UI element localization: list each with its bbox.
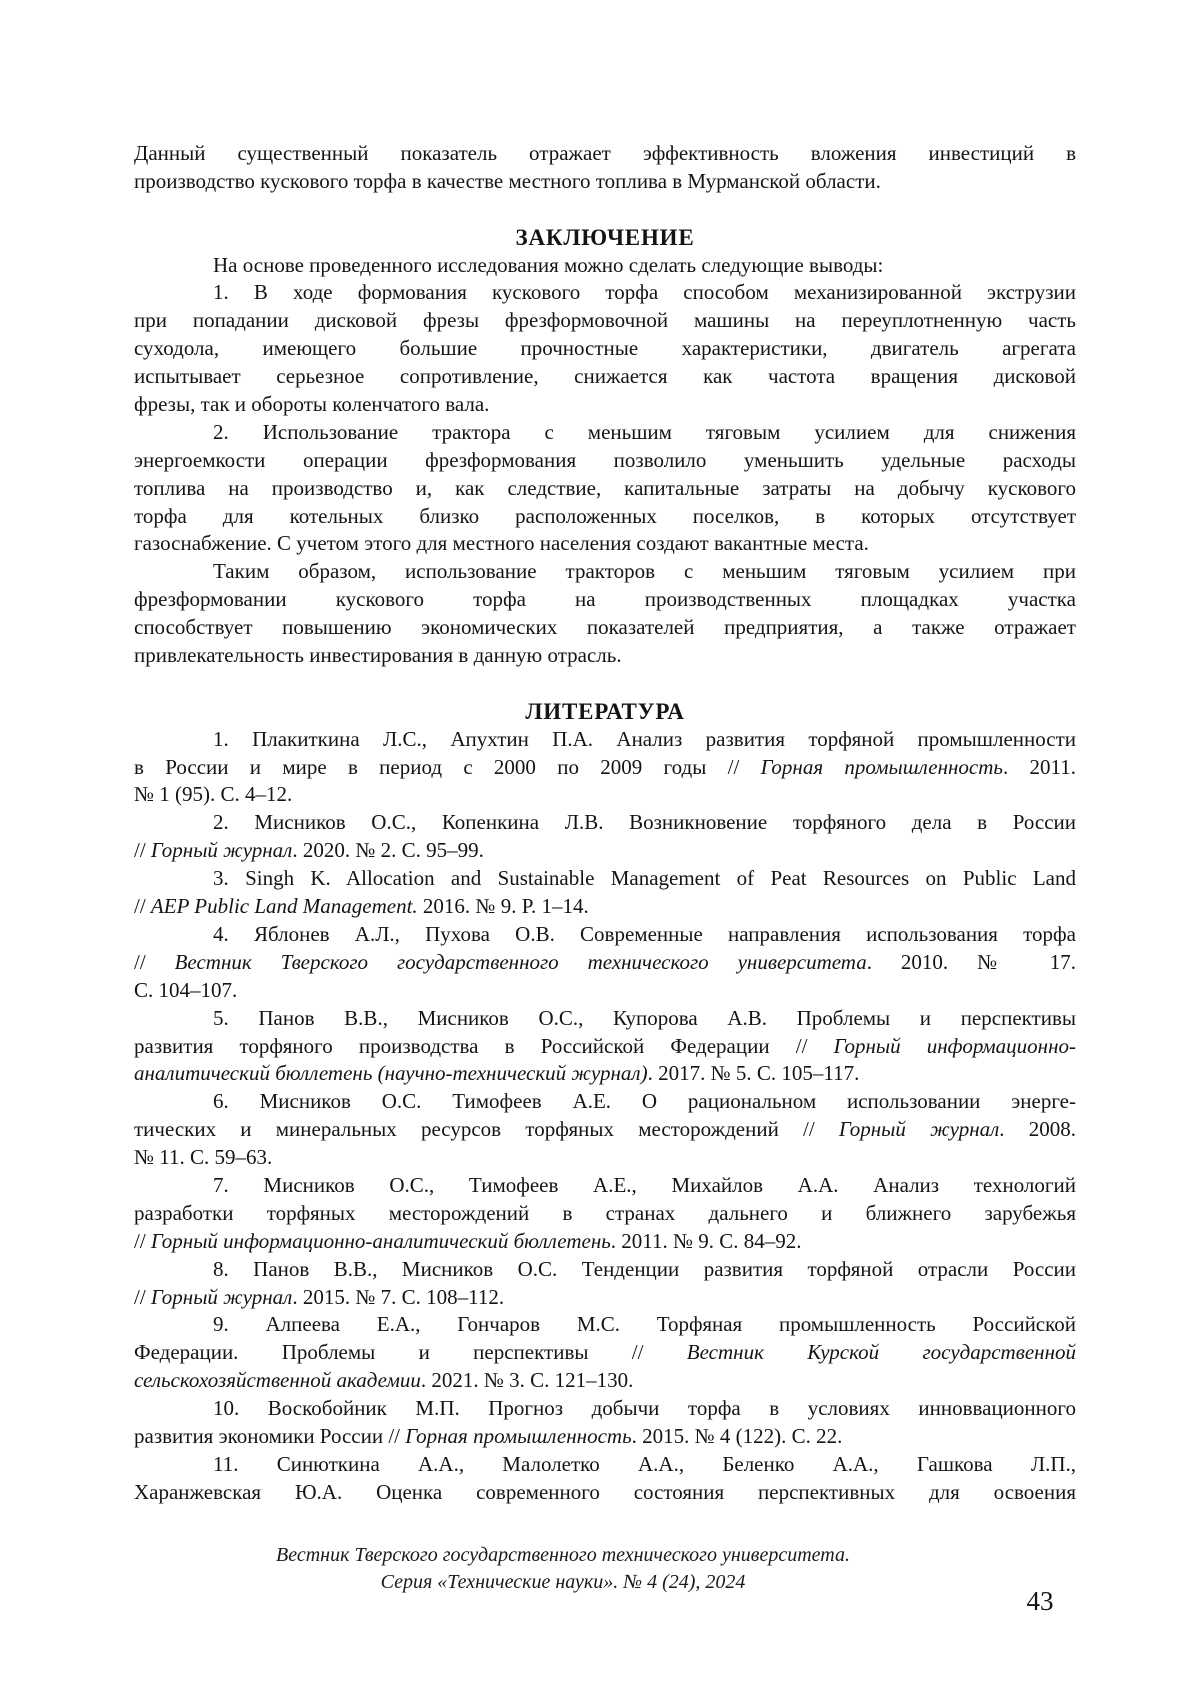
page-footer xyxy=(50,1542,1076,1596)
text-segment: Харанжевская Ю.А. Оценка современного состояния перспективных для освоения xyxy=(134,1479,1076,1504)
text-line xyxy=(134,837,1076,865)
text-segment: 11. Синюткина А.А., Малолетко А.А., Беленко А.А., Гашкова Л.П., xyxy=(213,1451,1076,1476)
text-segment: развития экономики России // xyxy=(134,1423,406,1448)
text-line xyxy=(134,1060,1076,1088)
text-segment: 1. Плакиткина Л.С., Апухтин П.А. Анализ развития торфяной промышленности xyxy=(213,726,1076,751)
italic-text-segment: Горный журнал xyxy=(150,838,293,863)
conclusion-lead-paragraph xyxy=(134,252,1076,280)
reference-3 xyxy=(134,865,1076,921)
text-segment: . 2011. xyxy=(1002,754,1076,779)
text-segment: фрезформовании кускового торфа на производственных площадках участка xyxy=(134,587,1076,612)
text-segment: 8. Панов В.В., Мисников О.С. Тенденции развития торфяной отрасли России xyxy=(213,1256,1076,1281)
text-line xyxy=(134,1339,1076,1367)
text-segment: // xyxy=(134,949,175,974)
text-line xyxy=(134,503,1076,531)
text-line xyxy=(134,921,1076,949)
reference-11 xyxy=(134,1451,1076,1507)
text-line xyxy=(134,642,1076,670)
text-line xyxy=(134,447,1076,475)
text-segment: № 1 (95). С. 4–12. xyxy=(134,782,293,807)
text-line xyxy=(134,726,1076,754)
text-line xyxy=(134,140,1076,168)
text-segment: . 2015. № 7. С. 108–112. xyxy=(292,1284,505,1309)
text-segment: // xyxy=(134,894,151,919)
text-segment: . 2021. № 3. С. 121–130. xyxy=(420,1368,634,1393)
text-line xyxy=(134,1451,1076,1479)
text-segment: 7. Мисников О.С., Тимофеев А.Е., Михайлов А.А. Анализ технологий xyxy=(213,1172,1076,1197)
italic-text-segment: Вестник Тверского государственного технического университета xyxy=(174,949,867,974)
text-line xyxy=(134,391,1076,419)
text-segment: . 2011. № 9. С. 84–92. xyxy=(610,1228,802,1253)
text-segment: . 2017. № 5. С. 105–117. xyxy=(647,1061,860,1086)
text-line xyxy=(134,363,1076,391)
text-segment: 6. Мисников О.С. Тимофеев А.Е. О рациональном использовании энерге- xyxy=(213,1089,1076,1114)
text-line xyxy=(134,781,1076,809)
text-segment: Данный существенный показатель отражает эффективность вложения инвестиций в xyxy=(134,141,1076,165)
text-line xyxy=(134,977,1076,1005)
text-line xyxy=(134,1172,1076,1200)
text-line xyxy=(134,949,1076,977)
conclusion-summary-paragraph xyxy=(134,558,1076,670)
text-segment: № 11. С. 59–63. xyxy=(134,1145,273,1170)
literature-heading: ЛИТЕРАТУРА xyxy=(525,698,685,724)
text-segment: // xyxy=(134,1284,151,1309)
italic-text-segment: аналитический бюллетень (научно-технический журнал) xyxy=(134,1061,648,1086)
text-line xyxy=(134,168,1076,196)
text-segment: 2. Использование трактора с меньшим тяговым усилием для снижения xyxy=(213,419,1076,444)
text-segment: развития торфяного производства в Российской Федерации // xyxy=(134,1033,834,1058)
text-line xyxy=(134,1395,1076,1423)
text-line xyxy=(134,809,1076,837)
text-segment: 3. Singh K. Allocation and Sustainable Management of Peat Resources on Public Land xyxy=(213,866,1076,891)
text-segment: . 2010. № 17. xyxy=(866,949,1076,974)
text-segment: энергоемкости операции фрезформования позволило уменьшить удельные расходы xyxy=(134,447,1076,472)
footer-series-issue: Серия «Технические науки». № 4 (24), 2024 xyxy=(380,1571,746,1593)
text-flow xyxy=(134,140,1076,1507)
text-segment: 2. Мисников О.С., Копенкина Л.В. Возникновение торфяного дела в России xyxy=(213,810,1076,835)
reference-4 xyxy=(134,921,1076,1005)
footer-journal-title: Вестник Тверского государственного технического университета. xyxy=(276,1544,850,1566)
text-segment: // xyxy=(134,1228,151,1253)
text-line xyxy=(134,865,1076,893)
text-line xyxy=(134,1033,1076,1061)
text-segment: разработки торфяных месторождений в странах дальнего и ближнего зарубежья xyxy=(134,1200,1076,1225)
italic-text-segment: Горная промышленность xyxy=(405,1423,632,1448)
text-segment: способствует повышению экономических показателей предприятия, а также отражает xyxy=(134,615,1076,640)
text-segment: 1. В ходе формования кускового торфа способом механизированной экструзии xyxy=(213,280,1076,305)
conclusion-item-1 xyxy=(134,279,1076,418)
reference-9 xyxy=(134,1311,1076,1395)
italic-text-segment: AEP Public Land Management. xyxy=(150,894,418,919)
text-line xyxy=(134,307,1076,335)
text-segment: 2016. № 9. P. 1–14. xyxy=(417,894,589,919)
text-segment: газоснабжение. С учетом этого для местного населения создают вакантные места. xyxy=(134,531,869,556)
text-segment: фрезы, так и обороты коленчатого вала. xyxy=(134,392,490,417)
intro-paragraph xyxy=(134,140,1076,196)
page-number: 43 xyxy=(1026,1586,1054,1616)
text-segment: 4. Яблонев А.Л., Пухова О.В. Современные направления использования торфа xyxy=(213,921,1076,946)
italic-text-segment: Вестник Курской государственной xyxy=(686,1340,1076,1365)
conclusion-heading: ЗАКЛЮЧЕНИЕ xyxy=(515,224,695,250)
text-segment: при попадании дисковой фрезы фрезформовочной машины на переуплотненную часть xyxy=(134,308,1076,333)
text-line xyxy=(134,1088,1076,1116)
reference-5 xyxy=(134,1005,1076,1089)
italic-text-segment: Горная промышленность xyxy=(760,754,1003,779)
text-segment: испытывает серьезное сопротивление, снижается как частота вращения дисковой xyxy=(134,364,1076,389)
text-segment: торфа для котельных близко расположенных поселков, в которых отсутствует xyxy=(134,503,1076,528)
text-line xyxy=(134,614,1076,642)
reference-8 xyxy=(134,1256,1076,1312)
text-segment: производство кускового торфа в качестве местного топлива в Мурманской области. xyxy=(134,168,881,193)
text-line xyxy=(134,558,1076,586)
text-segment: привлекательность инвестирования в данную отрасль. xyxy=(134,643,622,668)
reference-6 xyxy=(134,1088,1076,1172)
text-segment: топлива на производство и, как следствие, капитальные затраты на добычу кускового xyxy=(134,475,1076,500)
text-line xyxy=(134,893,1076,921)
text-line xyxy=(134,1367,1076,1395)
text-line xyxy=(134,754,1076,782)
reference-10 xyxy=(134,1395,1076,1451)
text-segment: в России и мире в период с 2000 по 2009 годы // xyxy=(134,754,761,779)
text-segment: . 2020. № 2. С. 95–99. xyxy=(292,838,484,863)
italic-text-segment: сельскохозяйственной академии xyxy=(134,1368,421,1393)
text-segment: 10. Воскобойник М.П. Прогноз добычи торфа в условиях инноввационного xyxy=(213,1396,1076,1421)
text-line xyxy=(134,1284,1076,1312)
text-segment: Федерации. Проблемы и перспективы // xyxy=(134,1340,687,1365)
italic-text-segment: Горный журнал xyxy=(150,1284,293,1309)
text-segment: 5. Панов В.В., Мисников О.С., Купорова А.В. Проблемы и перспективы xyxy=(213,1005,1076,1030)
text-line xyxy=(134,475,1076,503)
text-line xyxy=(134,586,1076,614)
text-line xyxy=(134,1311,1076,1339)
text-line xyxy=(134,335,1076,363)
text-segment: С. 104–107. xyxy=(134,977,238,1002)
text-segment: На основе проведенного исследования можно сделать следующие выводы: xyxy=(213,252,884,277)
text-line xyxy=(134,1116,1076,1144)
reference-1 xyxy=(134,726,1076,810)
text-line xyxy=(134,252,1076,280)
reference-7 xyxy=(134,1172,1076,1256)
italic-text-segment: Горный информационно-аналитический бюллетень xyxy=(150,1228,611,1253)
text-segment: суходола, имеющего большие прочностные характеристики, двигатель агрегата xyxy=(134,336,1076,361)
text-segment: . 2008. xyxy=(999,1117,1076,1142)
text-line xyxy=(134,1005,1076,1033)
text-line xyxy=(134,279,1076,307)
text-line xyxy=(134,1200,1076,1228)
text-segment: 9. Алпеева Е.А., Гончаров М.С. Торфяная промышленность Российской xyxy=(213,1312,1076,1337)
text-segment: . 2015. № 4 (122). С. 22. xyxy=(631,1423,843,1448)
text-line xyxy=(134,419,1076,447)
text-line xyxy=(134,1423,1076,1451)
conclusion-item-2 xyxy=(134,419,1076,558)
italic-text-segment: Горный информационно- xyxy=(833,1033,1076,1058)
reference-2 xyxy=(134,809,1076,865)
text-line xyxy=(134,1479,1076,1507)
text-line xyxy=(134,1228,1076,1256)
italic-text-segment: Горный журнал xyxy=(838,1117,1000,1142)
text-line xyxy=(134,530,1076,558)
text-segment: тических и минеральных ресурсов торфяных месторождений // xyxy=(134,1117,839,1142)
text-line xyxy=(134,1144,1076,1172)
text-segment: // xyxy=(134,838,151,863)
text-segment: Таким образом, использование тракторов с меньшим тяговым усилием при xyxy=(213,559,1076,584)
text-line xyxy=(134,1256,1076,1284)
